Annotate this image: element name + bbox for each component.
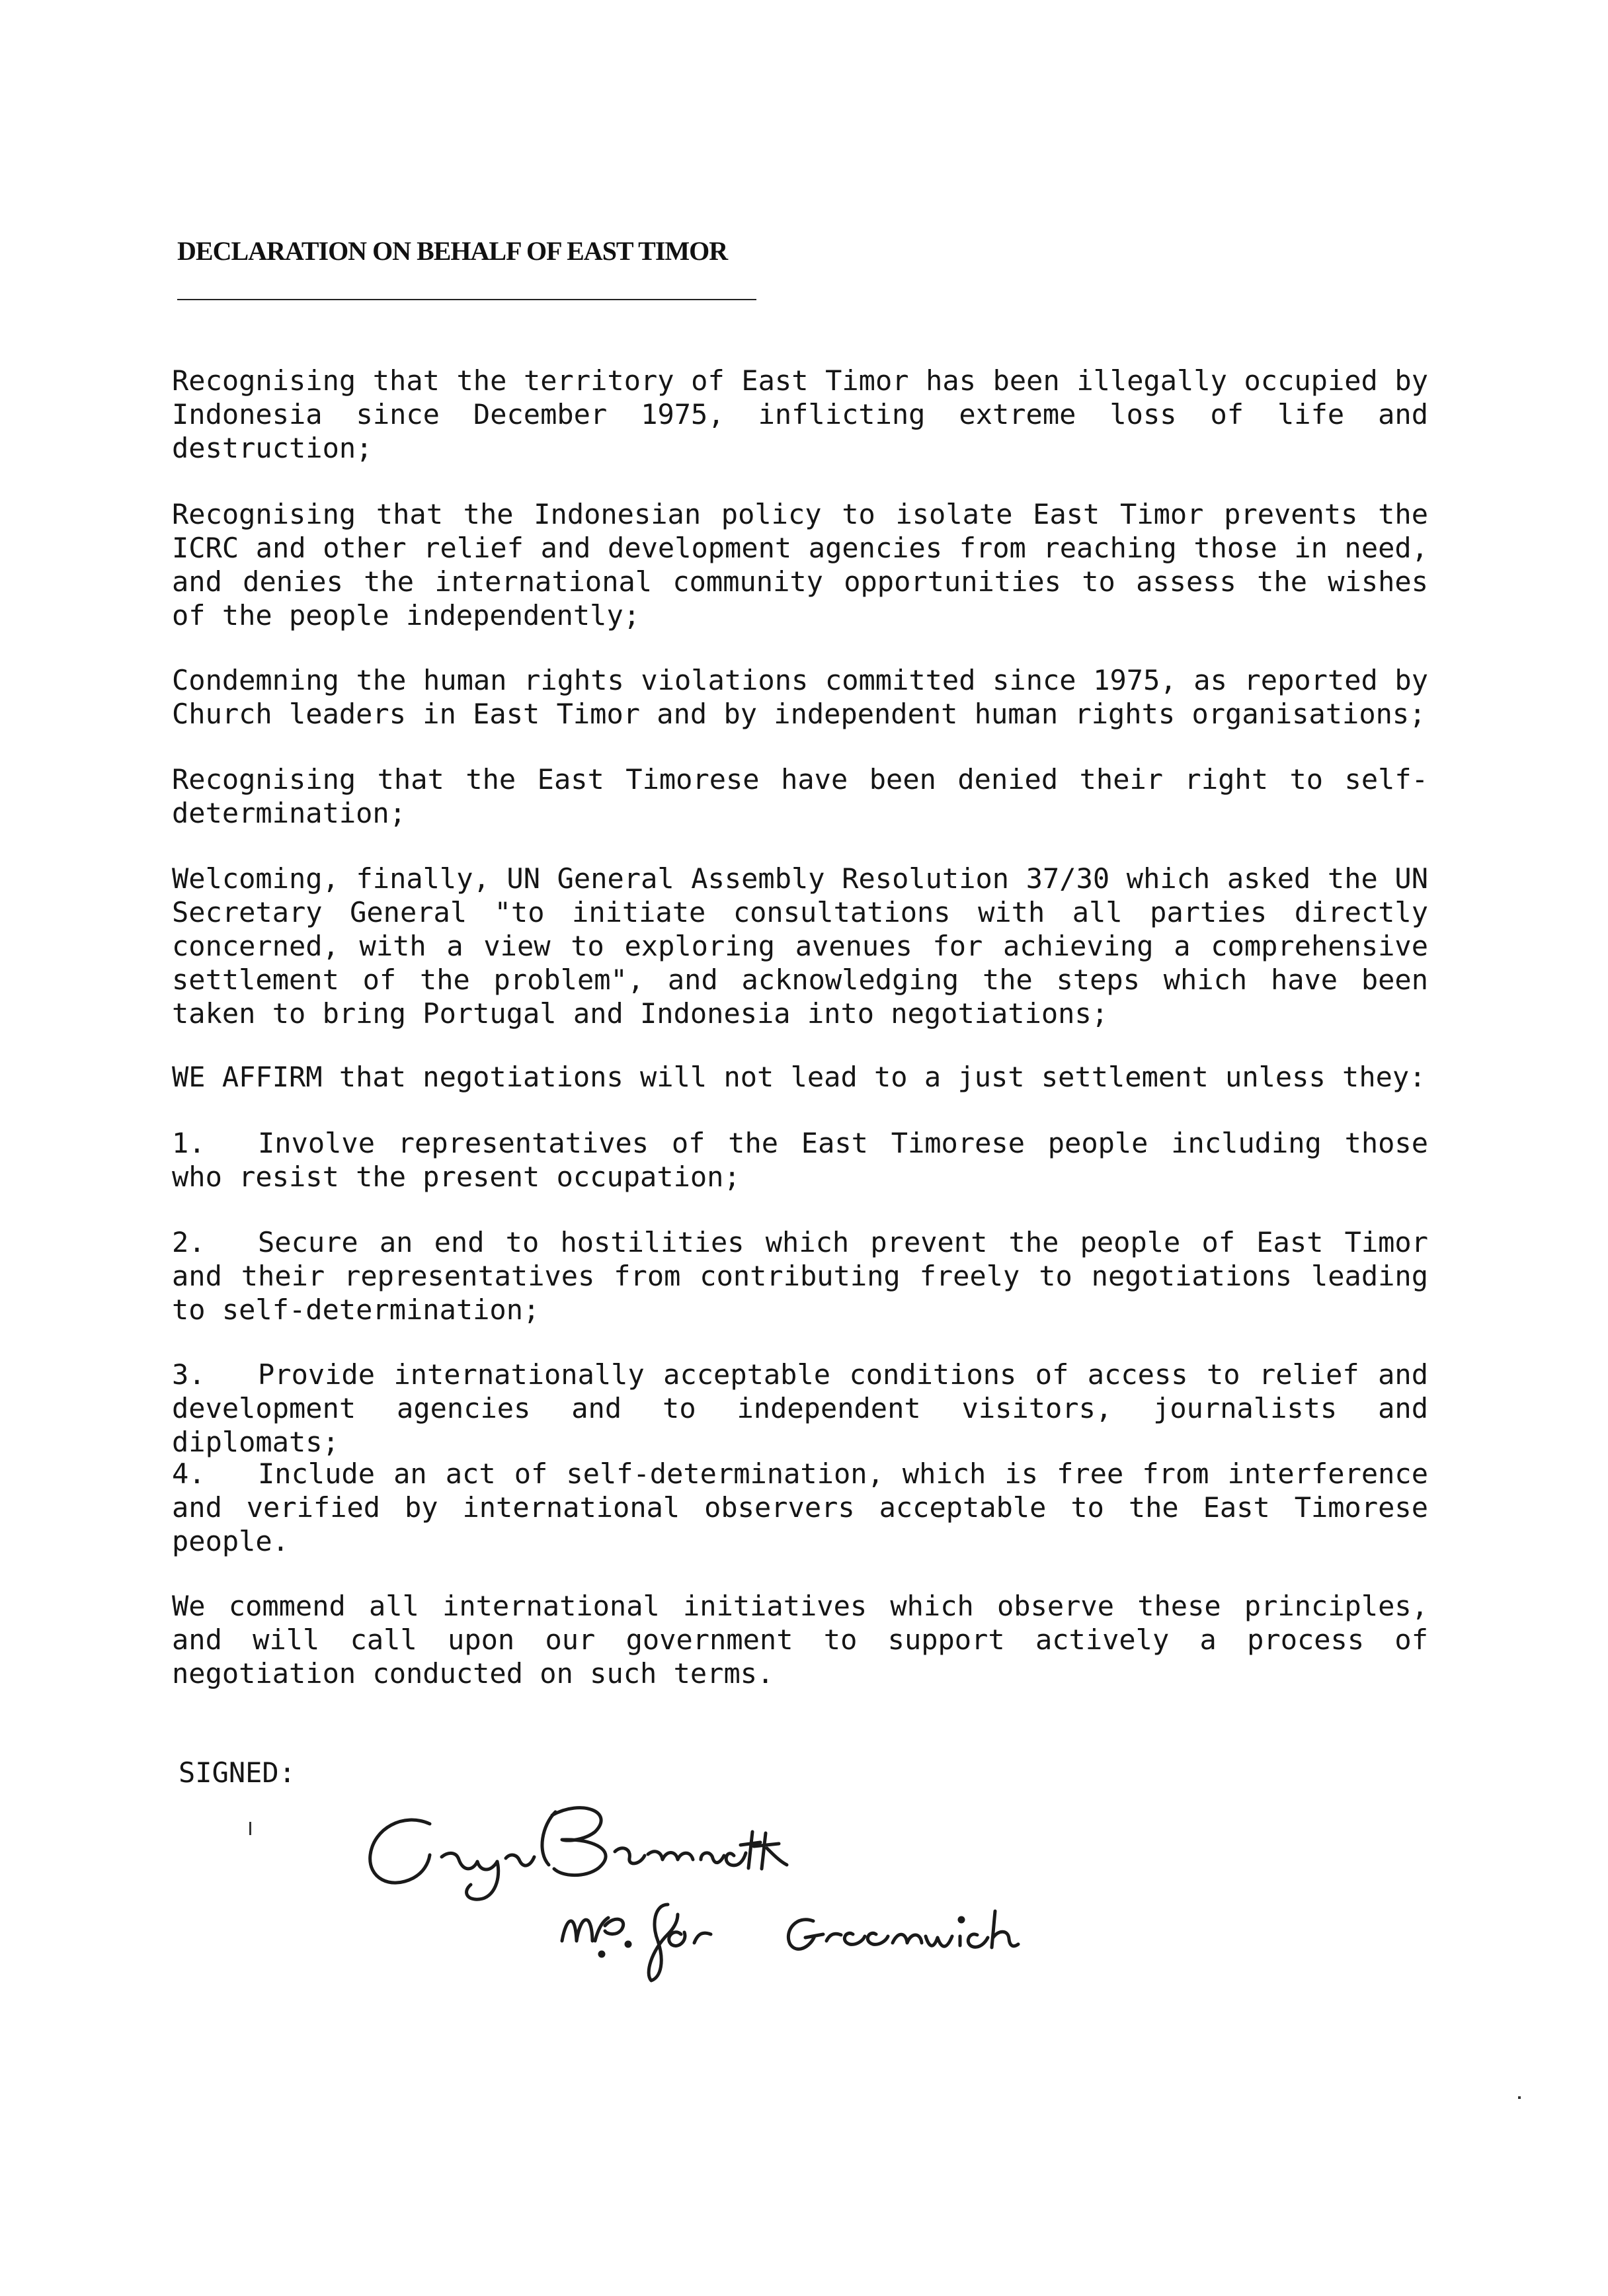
condition-text: Secure an end to hostilities which prevent the people of East Timor and their representatives from contributing freely to negotiations leading to self-determination;	[172, 1226, 1428, 1326]
condition-text: Involve representatives of the East Timorese people including those who resist the present occupation;	[172, 1127, 1428, 1193]
paragraph-closing: We commend all international initiatives which observe these principles, and will call upon our government to support actively a process of negotiation conducted on such terms.	[172, 1590, 1428, 1690]
condition-number: 1.	[172, 1127, 206, 1159]
paragraph-recognising-self-determination: Recognising that the East Timorese have been denied their right to self-determination;	[172, 763, 1428, 829]
scan-speck	[249, 1822, 251, 1835]
document-title: DECLARATION ON BEHALF OF EAST TIMOR	[177, 236, 728, 266]
condition-number: 3.	[172, 1358, 206, 1391]
paragraph-recognising-isolation: Recognising that the Indonesian policy to isolate East Timor prevents the ICRC and other relief and development agencies from reaching those in need, and denies the international community opportunities to assess the wishes of the people independently;	[172, 498, 1428, 632]
signed-label: SIGNED:	[179, 1756, 296, 1789]
paragraph-recognising-occupation: Recognising that the territory of East Timor has been illegally occupied by Indonesia since December 1975, inflicting extreme loss of life and destruction;	[172, 364, 1428, 464]
paragraph-condemning-violations: Condemning the human rights violations committed since 1975, as reported by Church leaders in East Timor and by independent human rights organisations;	[172, 664, 1428, 730]
paragraph-welcoming-resolution: Welcoming, finally, UN General Assembly Resolution 37/30 which asked the UN Secretary General "to initiate consultations with all parties directly concerned, with a view to exploring avenues for achieving a comprehensive settlement of the problem", and acknowledging the steps which have been taken to bring Portugal and Indonesia into negotiations;	[172, 862, 1428, 1030]
paragraph-we-affirm: WE AFFIRM that negotiations will not lead to a just settlement unless they:	[172, 1061, 1426, 1093]
scan-speck	[1518, 2096, 1521, 2099]
condition-number: 4.	[172, 1457, 206, 1490]
condition-text: Include an act of self-determination, which is free from interference and verified by international observers acceptable to the East Timorese people.	[172, 1457, 1428, 1557]
condition-text: Provide internationally acceptable conditions of access to relief and development agencies and to independent visitors, journalists and diplomats;	[172, 1358, 1428, 1458]
condition-number: 2.	[172, 1226, 206, 1258]
